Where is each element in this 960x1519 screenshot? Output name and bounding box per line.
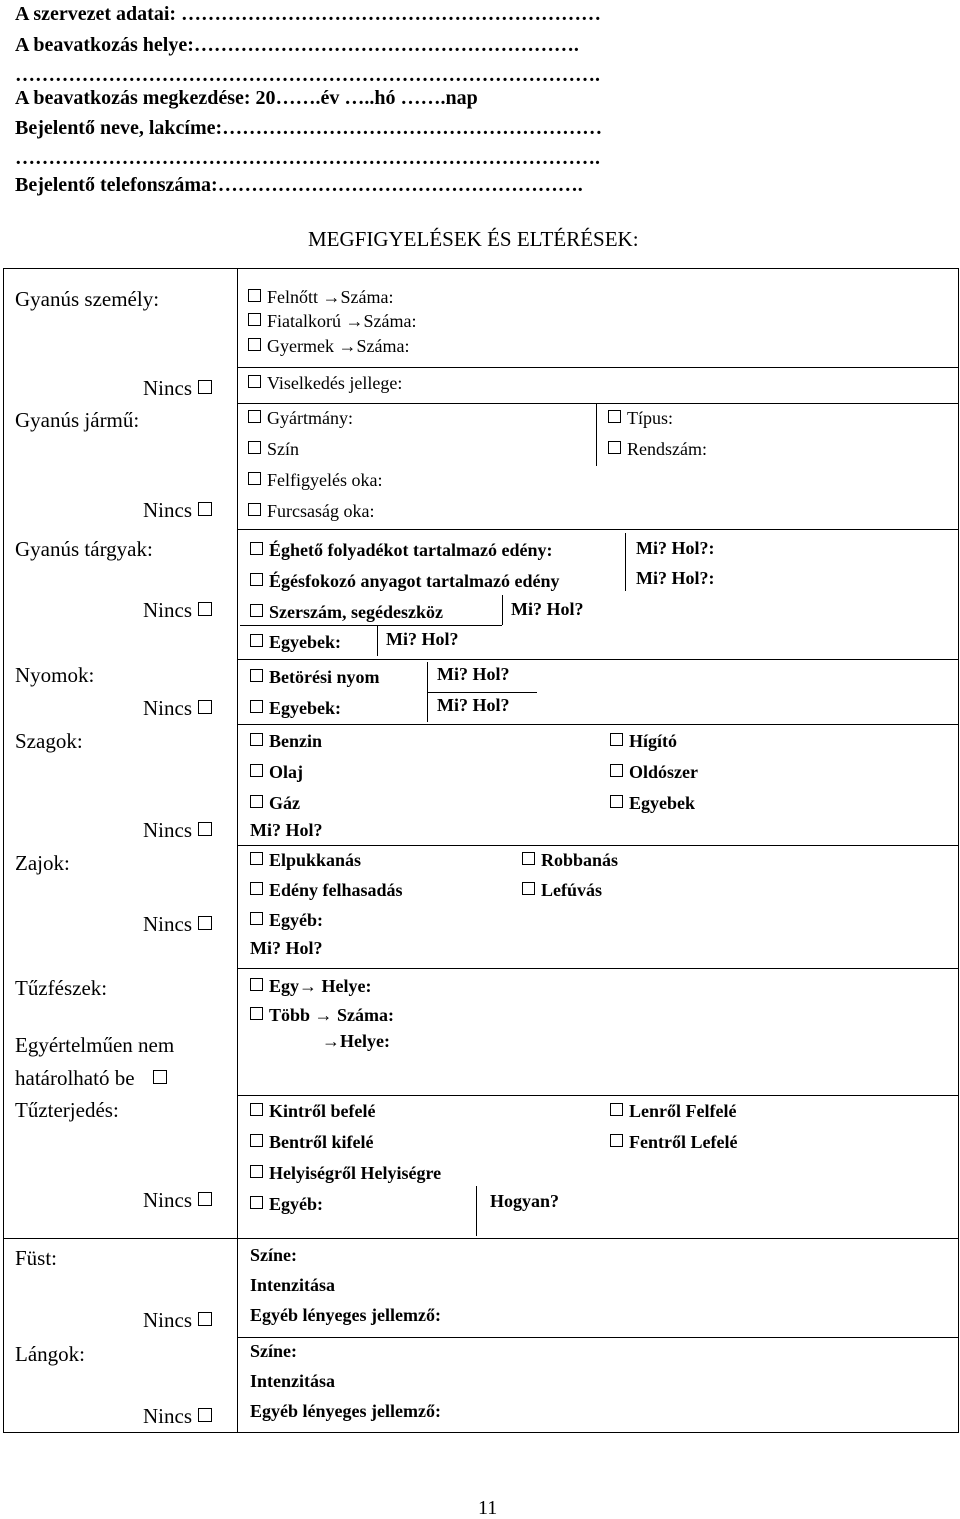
checkbox-icon[interactable]	[248, 375, 261, 388]
smoke-color: Színe:	[250, 1245, 297, 1265]
checkbox-icon[interactable]	[610, 795, 623, 808]
make-option[interactable]: Gyártmány:	[248, 407, 353, 429]
checkbox-icon[interactable]	[198, 700, 212, 714]
juvenile-option[interactable]: Fiatalkorú →Száma:	[248, 310, 416, 332]
incident-location-line: A beavatkozás helye:………………………………………………….	[15, 34, 579, 56]
oil-option[interactable]: Olaj	[250, 761, 303, 783]
odd-reason-option[interactable]: Furcsaság oka:	[248, 500, 374, 522]
fire-origin-label: Tűzfészek:	[15, 976, 108, 1000]
checkbox-icon[interactable]	[248, 503, 261, 516]
behavior-option[interactable]: Viselkedés jellege:	[248, 372, 402, 394]
petrol-option[interactable]: Benzin	[250, 730, 322, 752]
noises-what-where: Mi? Hol?	[250, 938, 323, 958]
noises-other-option[interactable]: Egyéb:	[250, 909, 323, 931]
checkbox-icon[interactable]	[250, 1103, 263, 1116]
traces-label: Nyomok:	[15, 663, 95, 687]
table-title: MEGFIGYELÉSEK ÉS ELTÉRÉSEK:	[308, 227, 639, 251]
child-option[interactable]: Gyermek →Száma:	[248, 335, 409, 357]
blowoff-option[interactable]: Lefúvás	[522, 879, 602, 901]
flammable-what-where: Mi? Hol?:	[636, 538, 715, 558]
checkbox-icon[interactable]	[250, 573, 263, 586]
checkbox-icon[interactable]	[610, 1134, 623, 1147]
explosion-option[interactable]: Robbanás	[522, 849, 618, 871]
multiple-origin-place: →Helye:	[322, 1031, 390, 1051]
checkbox-icon[interactable]	[198, 822, 212, 836]
container-burst-option[interactable]: Edény felhasadás	[250, 879, 403, 901]
smoke-label: Füst:	[15, 1246, 58, 1270]
checkbox-icon[interactable]	[250, 604, 263, 617]
checkbox-icon[interactable]	[198, 1408, 212, 1422]
solvent-option[interactable]: Oldószer	[610, 761, 698, 783]
checkbox-icon[interactable]	[610, 764, 623, 777]
checkbox-icon[interactable]	[608, 441, 621, 454]
checkbox-icon[interactable]	[248, 472, 261, 485]
checkbox-icon[interactable]	[198, 602, 212, 616]
smells-none-option[interactable]: Nincs	[143, 817, 212, 843]
checkbox-icon[interactable]	[248, 338, 261, 351]
checkbox-icon[interactable]	[250, 700, 263, 713]
person-none-option[interactable]: Nincs	[143, 375, 212, 401]
thinner-option[interactable]: Hígító	[610, 730, 677, 752]
suspect-vehicle-label: Gyanús jármű:	[15, 408, 140, 432]
checkbox-icon[interactable]	[522, 852, 535, 865]
tools-what-where: Mi? Hol?	[511, 599, 584, 619]
room-to-room-option[interactable]: Helyiségről Helyiségre	[250, 1162, 441, 1184]
checkbox-icon[interactable]	[250, 1134, 263, 1147]
suspect-person-label: Gyanús személy:	[15, 287, 160, 311]
checkbox-icon[interactable]	[250, 978, 263, 991]
checkbox-icon[interactable]	[248, 410, 261, 423]
accelerant-what-where: Mi? Hol?:	[636, 568, 715, 588]
flames-other-feature: Egyéb lényeges jellemző:	[250, 1401, 441, 1421]
flames-color: Színe:	[250, 1341, 297, 1361]
undetermined-origin-option[interactable]: határolható be	[15, 1065, 167, 1091]
flames-label: Lángok:	[15, 1342, 85, 1366]
checkbox-icon[interactable]	[610, 733, 623, 746]
checkbox-icon[interactable]	[250, 542, 263, 555]
org-data-line: A szervezet adatai: ………………………………………………………	[15, 3, 602, 25]
gas-option[interactable]: Gáz	[250, 792, 300, 814]
checkbox-icon[interactable]	[522, 882, 535, 895]
page-number: 11	[478, 1497, 498, 1519]
incident-location-cont-line: …………………………………………………………………………….	[15, 64, 600, 86]
checkbox-icon[interactable]	[248, 441, 261, 454]
single-origin-option[interactable]: Egy→ Helye:	[250, 975, 371, 997]
checkbox-icon[interactable]	[610, 1103, 623, 1116]
checkbox-icon[interactable]	[608, 410, 621, 423]
checkbox-icon[interactable]	[250, 882, 263, 895]
plate-option[interactable]: Rendszám:	[608, 438, 707, 460]
checkbox-icon[interactable]	[250, 1007, 263, 1020]
inside-out-option[interactable]: Bentről kifelé	[250, 1131, 373, 1153]
checkbox-icon[interactable]	[198, 1312, 212, 1326]
checkbox-icon[interactable]	[198, 502, 212, 516]
spread-how: Hogyan?	[490, 1191, 560, 1211]
smoke-intensity: Intenzitása	[250, 1275, 335, 1295]
break-in-what-where: Mi? Hol?	[437, 664, 510, 684]
reporter-name-cont-line: …………………………………………………………………………….	[15, 147, 600, 169]
spread-none-option[interactable]: Nincs	[143, 1187, 212, 1213]
notice-reason-option[interactable]: Felfigyelés oka:	[248, 469, 382, 491]
checkbox-icon[interactable]	[248, 289, 261, 302]
flames-none-option[interactable]: Nincs	[143, 1403, 212, 1429]
flames-intensity: Intenzitása	[250, 1371, 335, 1391]
traces-other-option[interactable]: Egyebek:	[250, 697, 341, 719]
objects-none-option[interactable]: Nincs	[143, 597, 212, 623]
outside-in-option[interactable]: Kintről befelé	[250, 1100, 375, 1122]
multiple-origin-option[interactable]: Több → Száma:	[250, 1004, 394, 1026]
type-option[interactable]: Típus:	[608, 407, 673, 429]
reporter-phone-line: Bejelentő telefonszáma:……………………………………………….	[15, 174, 583, 196]
checkbox-icon[interactable]	[250, 634, 263, 647]
suspect-objects-label: Gyanús tárgyak:	[15, 537, 153, 561]
fire-spread-label: Tűzterjedés:	[15, 1098, 119, 1122]
accelerant-container-option[interactable]: Égésfokozó anyagot tartalmazó edény	[250, 570, 559, 592]
undetermined-origin-line1: Egyértelműen nem	[15, 1033, 175, 1057]
flammable-container-option[interactable]: Éghető folyadékot tartalmazó edény:	[250, 539, 552, 561]
smells-label: Szagok:	[15, 729, 83, 753]
objects-other-option[interactable]: Egyebek:	[250, 631, 341, 653]
checkbox-icon[interactable]	[250, 733, 263, 746]
tools-option[interactable]: Szerszám, segédeszköz	[250, 601, 443, 623]
pop-option[interactable]: Elpukkanás	[250, 849, 361, 871]
top-down-option[interactable]: Fentről Lefelé	[610, 1131, 737, 1153]
smoke-none-option[interactable]: Nincs	[143, 1307, 212, 1333]
checkbox-icon[interactable]	[248, 313, 261, 326]
checkbox-icon[interactable]	[250, 1165, 263, 1178]
checkbox-icon[interactable]	[250, 852, 263, 865]
checkbox-icon[interactable]	[198, 916, 212, 930]
color-option[interactable]: Szín	[248, 438, 299, 460]
checkbox-icon[interactable]	[198, 380, 212, 394]
noises-none-option[interactable]: Nincs	[143, 911, 212, 937]
checkbox-icon[interactable]	[198, 1192, 212, 1206]
break-in-trace-option[interactable]: Betörési nyom	[250, 666, 379, 688]
traces-other-what-where: Mi? Hol?	[437, 695, 510, 715]
checkbox-icon[interactable]	[250, 1196, 263, 1209]
checkbox-icon[interactable]	[250, 912, 263, 925]
smoke-other-feature: Egyéb lényeges jellemző:	[250, 1305, 441, 1325]
adult-option[interactable]: Felnőtt →Száma:	[248, 286, 393, 308]
checkbox-icon[interactable]	[250, 795, 263, 808]
traces-none-option[interactable]: Nincs	[143, 695, 212, 721]
checkbox-icon[interactable]	[153, 1070, 167, 1084]
vehicle-none-option[interactable]: Nincs	[143, 497, 212, 523]
reporter-name-line: Bejelentő neve, lakcíme:…………………………………………………	[15, 117, 603, 139]
objects-other-what-where: Mi? Hol?	[386, 629, 459, 649]
checkbox-icon[interactable]	[250, 764, 263, 777]
intervention-start-line: A beavatkozás megkezdése: 20…….év …..hó …….nap	[15, 87, 478, 109]
checkbox-icon[interactable]	[250, 669, 263, 682]
bottom-up-option[interactable]: Lenről Felfelé	[610, 1100, 736, 1122]
spread-other-option[interactable]: Egyéb:	[250, 1193, 323, 1215]
smells-other-option[interactable]: Egyebek	[610, 792, 695, 814]
noises-label: Zajok:	[15, 851, 70, 875]
smells-what-where: Mi? Hol?	[250, 820, 323, 840]
